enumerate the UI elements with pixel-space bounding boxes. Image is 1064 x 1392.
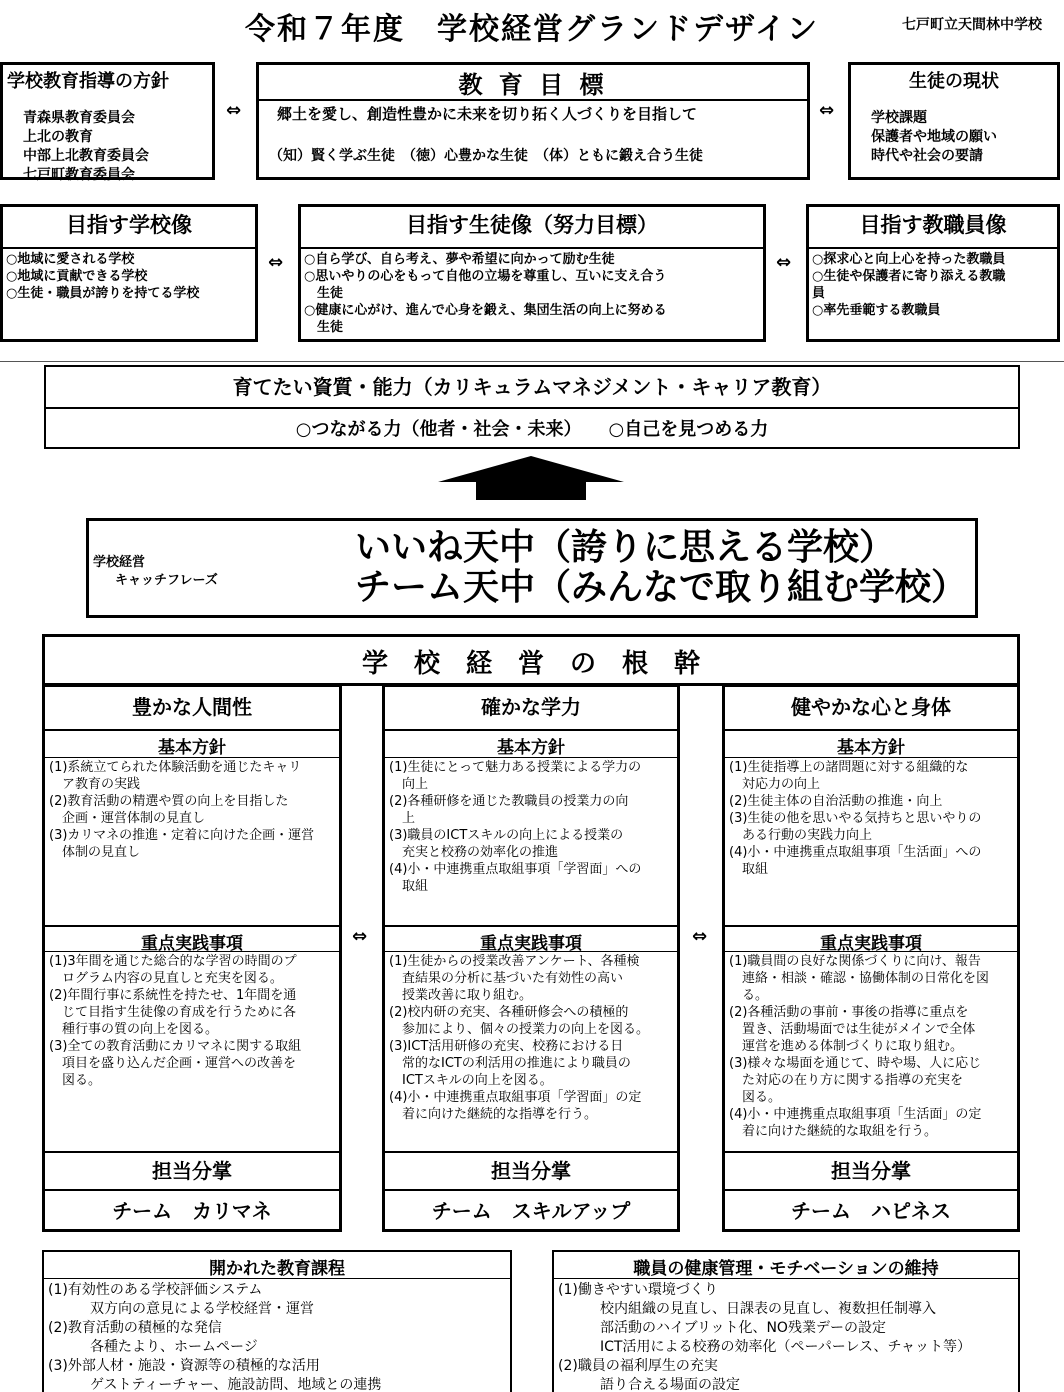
staff-image-line: ○探求心と向上心を持った教職員 <box>812 252 1006 267</box>
trunk-column-3 <box>722 684 1020 1232</box>
school-image-title: 目指す学校像 <box>66 213 192 237</box>
lr-arrow: ⇔ <box>226 100 242 121</box>
policy-label: 基本方針 <box>497 738 565 758</box>
practice-line: 運営を進める体制づくりに取り組む。 <box>729 1039 964 1054</box>
trunk-column-1 <box>42 684 342 1232</box>
practice-line: (1)生徒からの授業改善アンケート、各種検 <box>389 954 640 969</box>
status-item: 学校課題 <box>871 110 927 126</box>
goal-main: 郷土を愛し、創造性豊かに未来を切り拓く人づくりを目指して <box>277 105 698 123</box>
goal-title: 教 育 目 標 <box>458 71 608 99</box>
practice-line: 着に向けた継続的な取組を行う。 <box>729 1124 938 1139</box>
practice-line: 参加により、個々の授業力の向上を図る。 <box>389 1022 650 1037</box>
staff-image-list <box>812 251 1005 319</box>
policy-line: ある行動の実践力向上 <box>729 828 873 843</box>
practice-line: (2)年間行事に系統性を持たせ、1年間を通 <box>49 988 297 1003</box>
open-curriculum-line: 双方向の意見による学校経営・運営 <box>48 1301 314 1317</box>
practice-line: (4)小・中連携重点取組事項「生活面」の定 <box>729 1107 982 1122</box>
competency-box <box>44 365 1020 449</box>
column-practice-list <box>729 953 989 1140</box>
practice-line: (2)各種活動の事前・事後の指導に重点を <box>729 1005 969 1020</box>
school-name: 七戸町立天間林中学校 <box>902 17 1042 33</box>
lr-arrow: ⇔ <box>692 926 708 947</box>
policy-title: 学校教育指導の方針 <box>7 71 169 92</box>
status-item: 保護者や地域の願い <box>871 129 997 145</box>
competency-items: ○つながる力（他者・社会・未来） ○自己を見つめる力 <box>295 419 769 440</box>
practice-line: (2)校内研の充実、各種研修会への積極的 <box>389 1005 629 1020</box>
status-item: 時代や社会の要請 <box>871 148 983 164</box>
policy-line: (4)小・中連携重点取組事項「学習面」への <box>389 862 642 877</box>
open-curriculum-line: 各種たより、ホームページ <box>48 1339 258 1355</box>
practice-line: じて目指す生徒像の育成を行うために各 <box>49 1005 297 1020</box>
policy-line: (1)系統立てられた体験活動を通じたキャリ <box>49 760 302 775</box>
policy-line: (2)各種研修を通じた教職員の授業力の向 <box>389 794 629 809</box>
staff-health-line: 校内組織の見直し、日課表の見直し、複数担任制導入 <box>558 1301 936 1317</box>
lr-arrow: ⇔ <box>776 252 792 273</box>
team-name: チーム ハピネス <box>791 1199 951 1223</box>
goal-sub: （知）賢く学ぶ生徒 （徳）心豊かな生徒 （体）ともに鍛え合う生徒 <box>269 148 703 164</box>
practice-label: 重点実践事項 <box>820 934 922 954</box>
catchphrase-line-2: チーム天中（みんなで取り組む学校） <box>355 567 968 608</box>
catchphrase-box <box>86 518 978 618</box>
practice-label: 重点実践事項 <box>141 934 243 954</box>
lr-arrow: ⇔ <box>268 252 284 273</box>
policy-item: 七戸町教育委員会 <box>23 167 135 183</box>
policy-line: 体制の見直し <box>49 845 141 860</box>
column-name: 健やかな心と身体 <box>791 695 951 719</box>
team-name: チーム スキルアップ <box>431 1199 631 1223</box>
staff-image-line: ○率先垂範する教職員 <box>812 303 941 318</box>
practice-line: ログラム内容の見直しと充実を図る。 <box>49 971 283 986</box>
practice-line: (1)職員間の良好な関係づくりに向け、報告 <box>729 954 981 969</box>
up-arrow-icon <box>438 456 624 500</box>
competency-title: 育てたい資質・能力（カリキュラムマネジメント・キャリア教育） <box>232 375 832 399</box>
policy-line: 取組 <box>729 862 769 877</box>
policy-line: ア教育の実践 <box>49 777 141 792</box>
column-policy-list <box>389 759 641 895</box>
policy-line: 企画・運営体制の見直し <box>49 811 206 826</box>
staff-image-line: 員 <box>812 286 826 301</box>
policy-line: (2)生徒主体の自治活動の推進・向上 <box>729 794 943 809</box>
policy-line: (3)生徒の他を思いやる気持ちと思いやりの <box>729 811 982 826</box>
practice-line: た対応の在り方に関する指導の充実を <box>729 1073 964 1088</box>
school-image-box <box>0 204 258 342</box>
student-image-line: ○健康に心がけ、進んで心身を鍛え、集団生活の向上に努める <box>304 303 667 318</box>
column-name: 豊かな人間性 <box>132 695 252 719</box>
staff-image-box <box>806 204 1060 342</box>
lr-arrow: ⇔ <box>352 926 368 947</box>
policy-line: (2)教育活動の精選や質の向上を目指した <box>49 794 289 809</box>
practice-line: (3)様々な場面を通じて、時や場、人に応じ <box>729 1056 982 1071</box>
practice-line: 常的なICTの利活用の推進により職員の <box>389 1056 631 1071</box>
staff-health-box <box>552 1250 1020 1392</box>
trunk-title-box <box>42 634 1020 686</box>
practice-line: (3)全ての教育活動にカリマネに関する取組 <box>49 1039 302 1054</box>
practice-line: (4)小・中連携重点取組事項「学習面」の定 <box>389 1090 642 1105</box>
staff-health-line: (1)働きやすい環境づくり <box>558 1282 718 1298</box>
practice-line: ICTスキルの向上を図る。 <box>389 1073 553 1088</box>
practice-label: 重点実践事項 <box>480 934 582 954</box>
student-image-list <box>304 251 667 336</box>
staff-health-line: ICT活用による校務の効率化（ペーパーレス、チャット等） <box>558 1339 972 1355</box>
team-name: チーム カリマネ <box>112 1199 272 1223</box>
charge-label: 担当分掌 <box>491 1159 571 1183</box>
policy-label: 基本方針 <box>158 738 226 758</box>
staff-health-line: 語り合える場面の設定 <box>558 1377 740 1392</box>
open-curriculum-list <box>48 1281 381 1392</box>
section-divider <box>0 361 1064 362</box>
charge-label: 担当分掌 <box>152 1159 232 1183</box>
student-image-line: 生徒 <box>304 320 344 335</box>
column-policy-list <box>49 759 314 861</box>
policy-line: (3)職員のICTスキルの向上による授業の <box>389 828 624 843</box>
practice-line: 種行事の質の向上を図る。 <box>49 1022 219 1037</box>
student-image-line: 生徒 <box>304 286 344 301</box>
student-image-line: ○思いやりの心をもって自他の立場を尊重し、互いに支え合う <box>304 269 667 284</box>
school-image-list <box>6 251 199 302</box>
policy-list <box>23 109 149 185</box>
school-image-item: ○生徒・職員が誇りを持てる学校 <box>6 286 200 301</box>
catchphrase-line-1: いいね天中（誇りに思える学校） <box>355 527 896 568</box>
charge-label: 担当分掌 <box>831 1159 911 1183</box>
trunk-column-2 <box>382 684 680 1232</box>
practice-line: 着に向けた継続的な指導を行う。 <box>389 1107 598 1122</box>
catchphrase-label: 学校経営 <box>93 555 146 570</box>
practice-line: る。 <box>729 988 769 1003</box>
status-box <box>848 62 1060 180</box>
column-practice-list <box>49 953 301 1089</box>
policy-line: 取組 <box>389 879 429 894</box>
practice-line: 項目を盛り込んだ企画・運営への改善を <box>49 1056 297 1071</box>
staff-health-list <box>558 1281 971 1392</box>
status-list <box>871 109 997 166</box>
policy-line: (1)生徒指導上の諸問題に対する組織的な <box>729 760 969 775</box>
catchphrase-label: キャッチフレーズ <box>115 573 218 588</box>
policy-line: (1)生徒にとって魅力ある授業による学力の <box>389 760 642 775</box>
practice-line: (1)3年間を通じた総合的な学習の時間のプ <box>49 954 297 969</box>
column-name: 確かな学力 <box>481 695 581 719</box>
staff-health-line: (2)職員の福利厚生の充実 <box>558 1358 718 1374</box>
policy-line: 充実と校務の効率化の推進 <box>389 845 559 860</box>
policy-line: (4)小・中連携重点取組事項「生活面」への <box>729 845 982 860</box>
lr-arrow: ⇔ <box>819 100 835 121</box>
policy-line: 向上 <box>389 777 429 792</box>
open-curriculum-line: ゲストティーチャー、施設訪問、地域との連携 <box>48 1377 382 1392</box>
staff-image-line: ○生徒や保護者に寄り添える教職 <box>812 269 1006 284</box>
practice-line: 図る。 <box>49 1073 102 1088</box>
policy-item: 青森県教育委員会 <box>23 110 135 126</box>
practice-line: 置き、活動場面では生徒がメインで全体 <box>729 1022 976 1037</box>
student-image-title: 目指す生徒像（努力目標） <box>406 213 658 237</box>
policy-item: 上北の教育 <box>23 129 93 145</box>
goal-box <box>256 62 810 180</box>
school-image-item: ○地域に愛される学校 <box>6 252 135 267</box>
column-practice-list <box>389 953 649 1123</box>
policy-item: 中部上北教育委員会 <box>23 148 149 164</box>
practice-line: 授業改善に取り組む。 <box>389 988 533 1003</box>
staff-health-line: 部活動のハイブリット化、NO残業デーの設定 <box>558 1320 886 1336</box>
practice-line: 図る。 <box>729 1090 782 1105</box>
practice-line: 査結果の分析に基づいた有効性の高い <box>389 971 624 986</box>
open-curriculum-line: (2)教育活動の積極的な発信 <box>48 1320 222 1336</box>
status-title: 生徒の現状 <box>909 71 999 92</box>
open-curriculum-title: 開かれた教育課程 <box>209 1259 345 1279</box>
policy-line: (3)カリマネの推進・定着に向けた企画・運営 <box>49 828 315 843</box>
open-curriculum-line: (1)有効性のある学校評価システム <box>48 1282 263 1298</box>
staff-image-title: 目指す教職員像 <box>859 213 1007 237</box>
policy-box <box>0 62 215 183</box>
policy-line: 上 <box>389 811 416 826</box>
trunk-title: 学 校 経 営 の 根 幹 <box>361 649 700 679</box>
policy-label: 基本方針 <box>837 738 905 758</box>
staff-health-title: 職員の健康管理・モチベーションの維持 <box>633 1259 939 1279</box>
student-image-line: ○自ら学び、自ら考え、夢や希望に向かって励む生徒 <box>304 252 615 267</box>
practice-line: 連絡・相談・確認・協働体制の日常化を図 <box>729 971 990 986</box>
practice-line: (3)ICT活用研修の充実、校務における日 <box>389 1039 624 1054</box>
open-curriculum-line: (3)外部人材・施設・資源等の積極的な活用 <box>48 1358 320 1374</box>
policy-line: 対応力の向上 <box>729 777 821 792</box>
column-policy-list <box>729 759 981 878</box>
student-image-box <box>298 204 766 342</box>
school-image-item: ○地域に貢献できる学校 <box>6 269 148 284</box>
page-title: 令和７年度 学校経営グランドデザイン <box>245 12 819 47</box>
open-curriculum-box <box>42 1250 512 1392</box>
